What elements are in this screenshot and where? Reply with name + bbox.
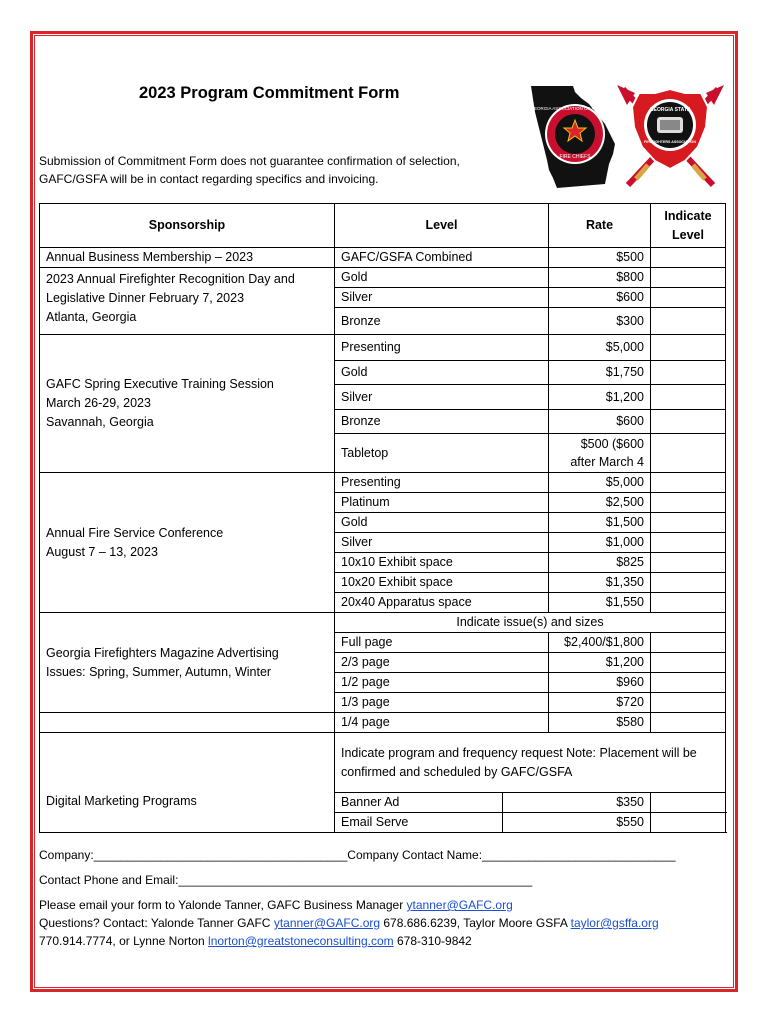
level-cell: Silver (335, 288, 549, 308)
indicate-level-cell[interactable] (651, 434, 726, 473)
gsfa-logo-bottom-text: FIREFIGHTERS ASSOCIATION (644, 140, 696, 144)
contact-phone-email-field[interactable]: Contact Phone and Email:_____________________________________________________ (39, 873, 533, 887)
digital-note: Indicate program and frequency request Note: Placement will be confirmed and scheduled by GAFC/GSFA (335, 733, 726, 793)
gafc-georgia-map-logo (529, 84, 619, 188)
table-row (40, 613, 726, 633)
indicate-level-cell[interactable] (651, 361, 726, 385)
level-cell: Platinum (335, 493, 549, 513)
rate-cell: $1,200 (549, 385, 651, 410)
table-row (40, 248, 726, 268)
indicate-level-cell[interactable] (651, 573, 726, 593)
sponsorship-name: GAFC Spring Executive Training Session March 26-29, 2023 Savannah, Georgia (40, 335, 335, 473)
rate-cell: $1,350 (549, 573, 651, 593)
rate-cell: $1,500 (549, 513, 651, 533)
indicate-level-cell[interactable] (651, 335, 726, 361)
rate-cell: $2,500 (549, 493, 651, 513)
indicate-level-cell[interactable] (651, 268, 726, 288)
level-cell: 2/3 page (335, 653, 549, 673)
level-cell: 1/3 page (335, 693, 549, 713)
indicate-level-cell[interactable] (651, 713, 726, 733)
header-indicate-level: Indicate Level (651, 204, 726, 248)
indicate-level-cell[interactable] (651, 553, 726, 573)
rate-cell: $960 (549, 673, 651, 693)
company-line[interactable] (39, 846, 676, 865)
header-rate: Rate (549, 204, 651, 248)
level-cell: 1/4 page (335, 713, 549, 733)
gafc-logo-ring-text: GEORGIA ASSOCIATION OF FIRE CHIEFS (530, 106, 619, 111)
rate-cell: $800 (549, 268, 651, 288)
table-row (40, 335, 726, 361)
level-cell: Email Serve (335, 813, 503, 833)
rate-cell: $5,000 (549, 335, 651, 361)
indicate-level-cell[interactable] (651, 513, 726, 533)
rate-cell: $300 (549, 308, 651, 335)
rate-cell: $2,400/$1,800 (549, 633, 651, 653)
email-link[interactable]: ytanner@GAFC.org (406, 898, 513, 912)
indicate-level-cell[interactable] (651, 813, 726, 833)
company-contact-field[interactable]: Company Contact Name:_____________________________ (347, 848, 676, 862)
indicate-level-cell[interactable] (651, 308, 726, 335)
level-cell: Bronze (335, 308, 549, 335)
rate-cell: $825 (549, 553, 651, 573)
indicate-level-cell[interactable] (651, 473, 726, 493)
table-row (40, 733, 726, 793)
level-cell: Gold (335, 268, 549, 288)
rate-cell: $350 (503, 793, 651, 813)
table-row (40, 473, 726, 493)
magazine-note: Indicate issue(s) and sizes (335, 613, 726, 633)
rate-cell: $550 (503, 813, 651, 833)
level-cell: 10x10 Exhibit space (335, 553, 549, 573)
rate-cell: $1,000 (549, 533, 651, 553)
header-sponsorship: Sponsorship (40, 204, 335, 248)
rate-cell: $1,200 (549, 653, 651, 673)
rate-cell: $600 (549, 410, 651, 434)
sponsorship-name: Digital Marketing Programs (40, 733, 335, 833)
rate-cell: $600 (549, 288, 651, 308)
rate-cell: $500 (549, 248, 651, 268)
table-header-row (40, 204, 726, 248)
level-cell: Gold (335, 361, 549, 385)
rate-cell: $720 (549, 693, 651, 713)
level-cell: Silver (335, 533, 549, 553)
rate-cell: $1,550 (549, 593, 651, 613)
sponsorship-name: Annual Business Membership – 2023 (40, 248, 335, 268)
indicate-level-cell[interactable] (651, 248, 726, 268)
sponsorship-table (39, 203, 726, 833)
email-instructions: Please email your form to Yalonde Tanner, GAFC Business Manager ytanner@GAFC.org (39, 898, 513, 912)
sponsorship-name: Annual Fire Service Conference August 7 – 13, 2023 (40, 473, 335, 613)
questions-line-2: 770.914.7774, or Lynne Norton lnorton@greatstoneconsulting.com 678-310-9842 (39, 934, 472, 948)
sponsorship-name-empty (40, 713, 335, 733)
table-row (40, 268, 726, 288)
ytanner-email-link[interactable]: ytanner@GAFC.org (273, 916, 381, 930)
taylor-email-link[interactable]: taylor@gsffa.org (570, 916, 659, 930)
rate-cell: $1,750 (549, 361, 651, 385)
sponsorship-name: 2023 Annual Firefighter Recognition Day and Legislative Dinner February 7, 2023 Atlanta, Georgia (40, 268, 335, 335)
indicate-level-cell[interactable] (651, 793, 726, 813)
gsfa-badge-logo (613, 81, 728, 191)
level-cell: Bronze (335, 410, 549, 434)
level-cell: 20x40 Apparatus space (335, 593, 549, 613)
level-cell: Presenting (335, 335, 549, 361)
table-row (40, 713, 726, 733)
gsfa-logo-top-text: GEORGIA STATE (649, 107, 691, 113)
indicate-level-cell[interactable] (651, 633, 726, 653)
indicate-level-cell[interactable] (651, 593, 726, 613)
lnorton-email-link[interactable]: lnorton@greatstoneconsulting.com (208, 934, 394, 948)
gafc-logo-inner-text: FIRE CHIEFS (559, 154, 591, 160)
rate-cell: $5,000 (549, 473, 651, 493)
rate-cell: $500 ($600 after March 4 (549, 434, 651, 473)
level-cell: Presenting (335, 473, 549, 493)
indicate-level-cell[interactable] (651, 533, 726, 553)
rate-cell: $580 (549, 713, 651, 733)
indicate-level-cell[interactable] (651, 385, 726, 410)
level-cell: Gold (335, 513, 549, 533)
intro-text: Submission of Commitment Form does not guarantee confirmation of selection, GAFC/GSFA will be in contact regarding specifics and invoicing. (39, 154, 460, 186)
indicate-level-cell[interactable] (651, 653, 726, 673)
indicate-level-cell[interactable] (651, 410, 726, 434)
indicate-level-cell[interactable] (651, 693, 726, 713)
indicate-level-cell[interactable] (651, 288, 726, 308)
level-cell: 10x20 Exhibit space (335, 573, 549, 593)
indicate-level-cell[interactable] (651, 673, 726, 693)
page-title: 2023 Program Commitment Form (139, 84, 400, 102)
level-cell: Silver (335, 385, 549, 410)
level-cell: GAFC/GSFA Combined (335, 248, 549, 268)
level-cell: Tabletop (335, 434, 549, 473)
level-cell: 1/2 page (335, 673, 549, 693)
company-field[interactable]: Company:______________________________________ (39, 848, 348, 862)
level-cell: Full page (335, 633, 549, 653)
sponsorship-name: Georgia Firefighters Magazine Advertising Issues: Spring, Summer, Autumn, Winter (40, 613, 335, 713)
questions-line: Questions? Contact: Yalonde Tanner GAFC ytanner@GAFC.org 678.686.6239, Taylor Moore GSFA taylor@gsffa.org (39, 916, 659, 930)
level-cell: Banner Ad (335, 793, 503, 813)
header-level: Level (335, 204, 549, 248)
indicate-level-cell[interactable] (651, 493, 726, 513)
